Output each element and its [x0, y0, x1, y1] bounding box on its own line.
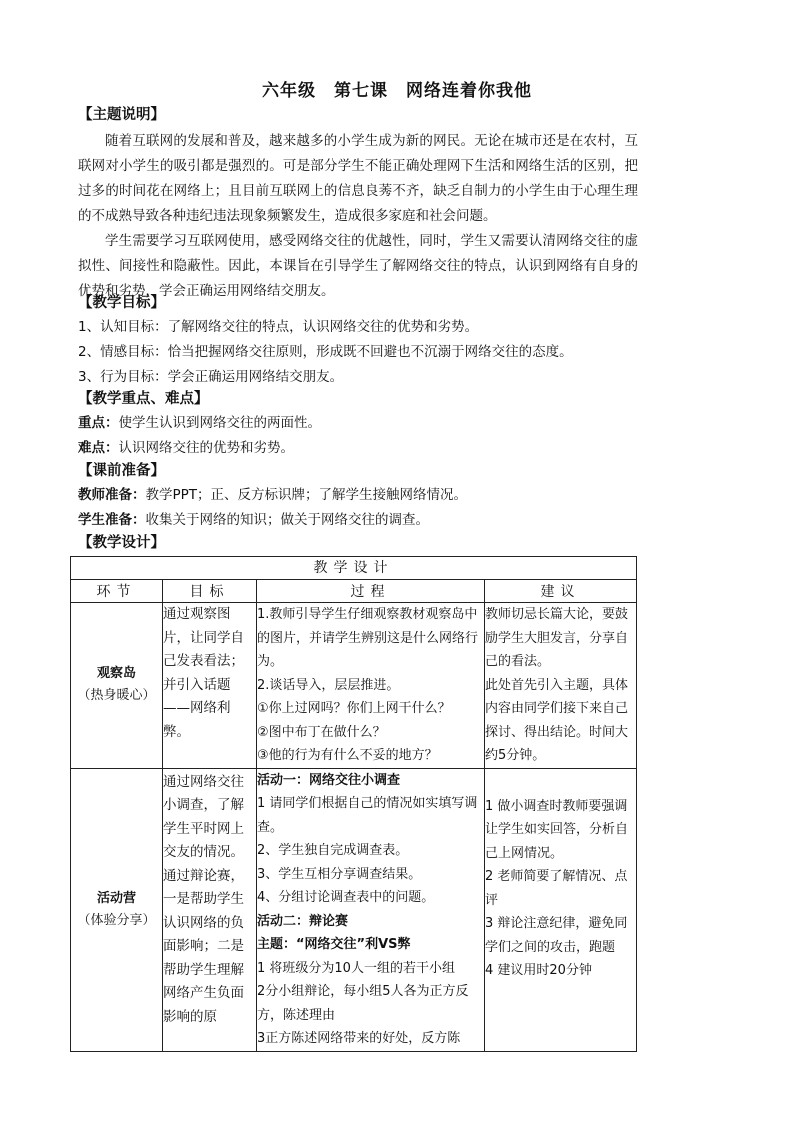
activity-step: 1 请同学们根据自己的情况如实填写调查。: [257, 796, 478, 835]
focus-line: [78, 411, 638, 436]
keypoints-body: [78, 411, 638, 461]
difficulty-text: 认识网络交往的优势和劣势。: [118, 440, 294, 456]
column-header: 建议: [485, 580, 637, 603]
process-step: 2.谈话导入，层层推进。: [257, 677, 400, 693]
prep-heading: 【课前准备】: [78, 463, 165, 479]
goal-item: 3、行为目标：学会正确运用网络结交朋友。: [78, 369, 344, 385]
advice-item: 1 做小调查时教师要强调让学生如实回答，分析自己上网情况。: [485, 798, 629, 861]
difficulty-label: 难点：: [78, 440, 119, 456]
process-cell: [257, 768, 485, 1051]
table-caption: 教学设计: [71, 557, 637, 580]
theme-paragraph: 随着互联网的发展和普及，越来越多的小学生成为新的网民。无论在城市还是在农村，互联网对小学生的吸引都是强烈的。可是部分学生不能正确处理网下生活和网络生活的区别，把过多的时间花在网络上；且目前互联网上的信息良莠不齐，缺乏自制力的小学生由于心理生理的不成熟导致各种违纪违法现象频繁发生，造成很多家庭和社会问题。: [78, 133, 638, 224]
activity-step: 2、学生独自完成调查表。: [257, 843, 409, 858]
env-name: 活动营: [96, 890, 136, 906]
advice-item: 4 建议用时20分钟: [485, 963, 592, 978]
advice-item: 3 辩论注意纪律，避免同学们之间的攻击，跑题: [485, 916, 628, 955]
theme-heading: 【主题说明】: [78, 107, 165, 123]
activity-step: 3正方陈述网络带来的好处，反方陈: [257, 1031, 461, 1046]
column-header: 环节: [71, 580, 163, 603]
theme-paragraph: 学生需要学习互联网使用，感受网络交往的优越性，同时，学生又需要认清网络交往的虚拟性、间接性和隐蔽性。因此，本课旨在引导学生了解网络交往的特点，认识到网络有自身的优势和劣势，学会正确运用网络结交朋友。: [78, 233, 638, 299]
design-heading: 【教学设计】: [78, 535, 165, 551]
table-row: [71, 603, 637, 769]
goal-cell: 通过网络交往小调查，了解学生平时网上交友的情况。通过辩论赛，一是帮助学生认识网络的负面影响；二是帮助学生理解网络产生负面影响的原: [163, 768, 257, 1051]
student-prep-text: 收集关于网络的知识；做关于网络交往的调查。: [145, 512, 429, 528]
page-title: 六年级 第七课 网络连着你我他: [262, 81, 532, 101]
column-header: 过程: [257, 580, 485, 603]
activity-title: 活动二：辩论赛: [257, 913, 349, 929]
advice-item: 2 老师简要了解情况、点评: [485, 869, 628, 908]
env-subtitle: （体验分享）: [77, 912, 156, 928]
env-name: 观察岛: [96, 666, 136, 682]
table-caption-row: [71, 557, 637, 580]
focus-text: 使学生认识到网络交往的两面性。: [118, 415, 321, 431]
advice-cell: [485, 603, 637, 769]
process-step: 1.教师引导学生仔细观察教材观察岛中的图片，并请学生辨别这是什么网络行为。: [257, 607, 479, 669]
student-prep-line: [78, 508, 638, 533]
goal-item: 1、认知目标：了解网络交往的特点，认识网络交往的优势和劣势。: [78, 319, 479, 335]
student-prep-label: 学生准备：: [78, 512, 146, 528]
advice-item: 此处首先引入主题，具体内容由同学们接下来自己探讨、得出结论。时间大约5分钟。: [485, 677, 629, 763]
process-question: ①你上过网吗？你们上网干什么？: [257, 701, 451, 716]
goals-list: [78, 315, 638, 390]
env-cell: [71, 768, 163, 1051]
activity-step: 4、分组讨论调查表中的问题。: [257, 890, 435, 905]
goal-item: 2、情感目标：恰当把握网络交往原则，形成既不回避也不沉溺于网络交往的态度。: [78, 344, 573, 360]
process-question: ③他的行为有什么不妥的地方？: [257, 748, 438, 763]
teacher-prep-line: [78, 483, 638, 508]
goal-cell: 通过观察图片，让同学自己发表看法；并引入话题——网络利弊。: [163, 603, 257, 769]
env-cell: [71, 603, 163, 769]
difficulty-line: [78, 436, 638, 461]
activity-theme: 主题：“网络交往”利VS弊: [257, 937, 411, 952]
activity-step: 2分小组辩论，每小组5人各为正方反方，陈述理由: [257, 984, 469, 1023]
advice-cell: [485, 768, 637, 1051]
prep-body: [78, 483, 638, 533]
teacher-prep-text: 教学PPT；正、反方标识牌；了解学生接触网络情况。: [145, 487, 468, 503]
table-row: [71, 768, 637, 1051]
table-header-row: [71, 580, 637, 603]
teaching-design-table: [70, 556, 637, 1052]
process-question: ②图中布丁在做什么？: [257, 724, 386, 740]
activity-title: 活动一：网络交往小调查: [257, 772, 401, 788]
teacher-prep-label: 教师准备：: [78, 487, 146, 503]
theme-body: [78, 129, 638, 304]
activity-step: 3、学生互相分享调查结果。: [257, 866, 422, 882]
activity-step: 1 将班级分为10人一组的若干小组: [257, 960, 455, 976]
goals-heading: 【教学目标】: [78, 295, 165, 311]
env-subtitle: （热身暖心）: [77, 688, 156, 704]
keypoints-heading: 【教学重点、难点】: [78, 391, 209, 407]
focus-label: 重点：: [78, 415, 119, 431]
advice-item: 教师切忌长篇大论，要鼓励学生大胆发言，分享自己的看法。: [485, 607, 629, 669]
process-cell: [257, 603, 485, 769]
column-header: 目标: [163, 580, 257, 603]
